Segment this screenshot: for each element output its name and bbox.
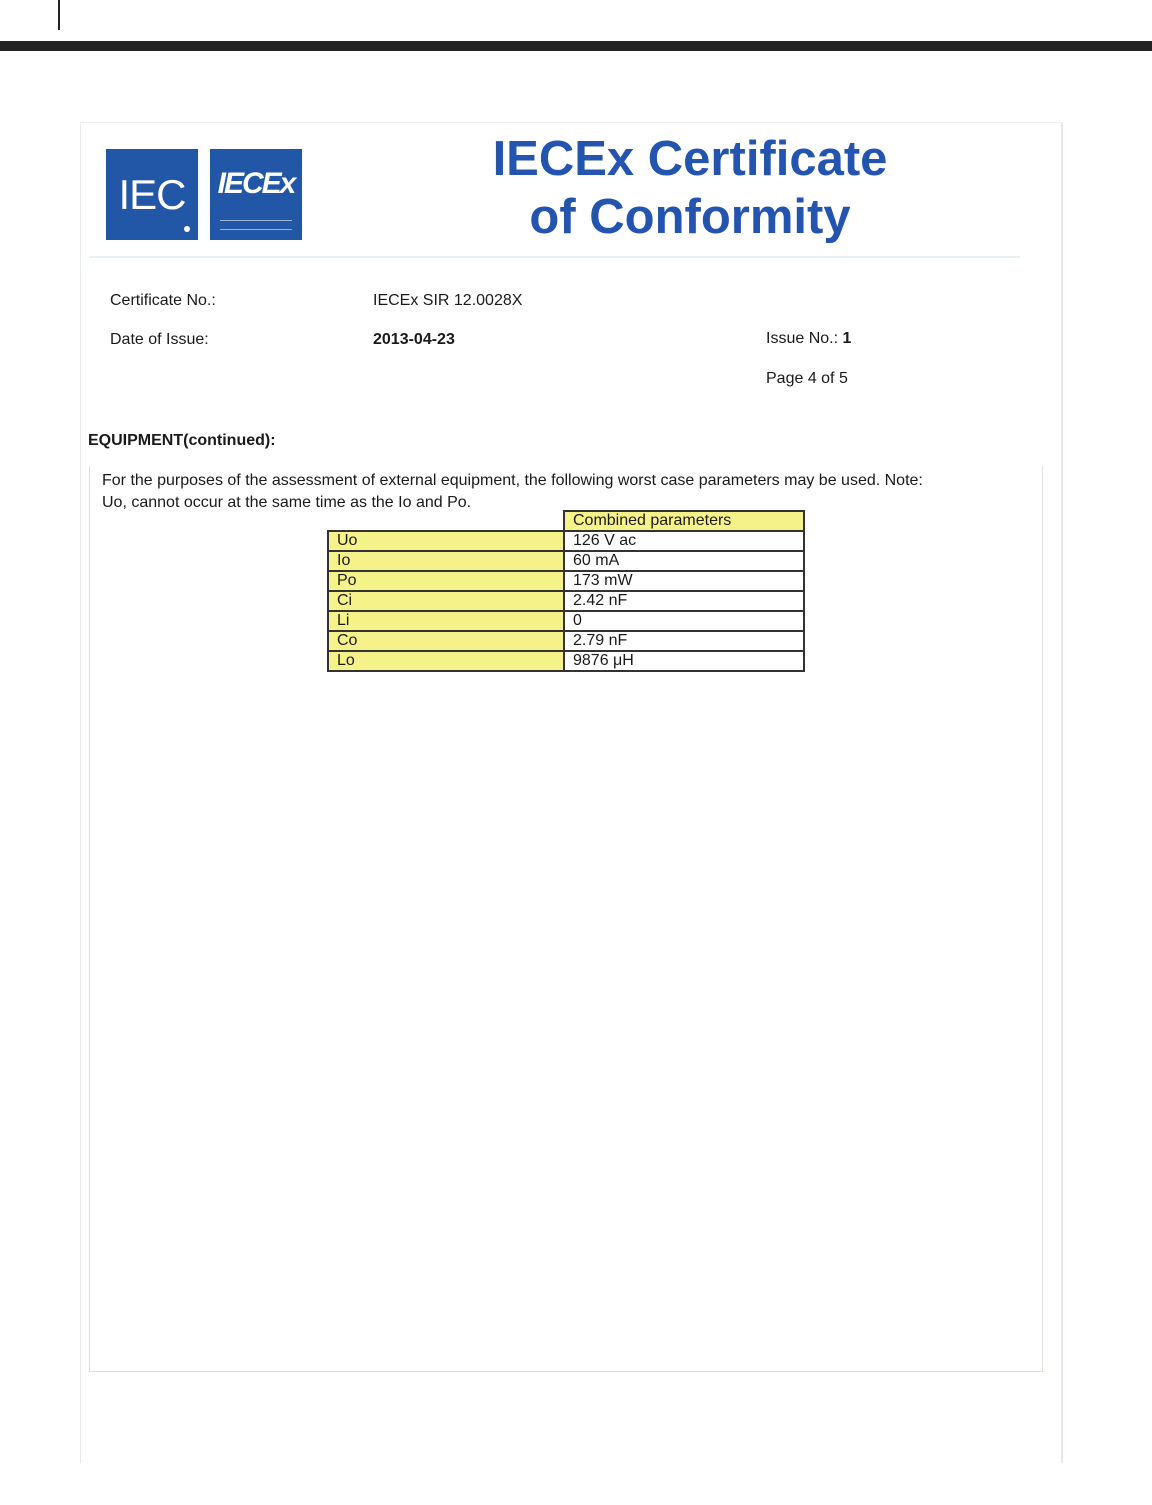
param-value: 2.79 nF (564, 631, 804, 651)
iecex-logo-text: IECEx (217, 166, 295, 200)
top-black-bar (0, 41, 1152, 51)
iecex-logo (210, 149, 302, 240)
table-header-blank (328, 511, 564, 531)
table-header-row (328, 511, 804, 531)
paragraph-line-2: Uo, cannot occur at the same time as the Io and Po. (102, 494, 472, 511)
issue-no-label: Issue No.: (766, 330, 839, 347)
param-key: Ci (328, 591, 564, 611)
table-row (328, 531, 804, 551)
table-row (328, 651, 804, 671)
table-row (328, 591, 804, 611)
certificate-no-label: Certificate No.: (110, 292, 216, 309)
date-of-issue-value: 2013-04-23 (373, 331, 455, 348)
param-key: Po (328, 571, 564, 591)
assessment-paragraph (102, 470, 1027, 514)
param-value: 2.42 nF (564, 591, 804, 611)
certificate-no-value: IECEx SIR 12.0028X (373, 292, 523, 309)
page-title (400, 130, 980, 246)
param-value: 0 (564, 611, 804, 631)
date-of-issue-label: Date of Issue: (110, 331, 209, 348)
table-row (328, 551, 804, 571)
table-row (328, 571, 804, 591)
table-header-cell: Combined parameters (564, 511, 804, 531)
iec-logo-dot (184, 226, 190, 232)
header-divider (90, 256, 1020, 258)
param-key: Lo (328, 651, 564, 671)
title-line-2: of Conformity (529, 190, 851, 244)
paragraph-line-1: For the purposes of the assessment of external equipment, the following worst case parameters may be used. Note: (102, 472, 923, 489)
top-tick-mark (58, 0, 60, 30)
table-row (328, 611, 804, 631)
iec-logo (106, 149, 198, 240)
param-key: Uo (328, 531, 564, 551)
title-line-1: IECEx Certificate (492, 132, 888, 186)
table-row (328, 631, 804, 651)
issue-no-value: 1 (842, 330, 852, 347)
combined-parameters-table (327, 510, 805, 672)
issue-no (766, 330, 851, 348)
iecex-logo-lines (220, 220, 292, 230)
param-key: Li (328, 611, 564, 631)
param-value: 9876 μH (564, 651, 804, 671)
param-key: Co (328, 631, 564, 651)
param-value: 173 mW (564, 571, 804, 591)
param-key: Io (328, 551, 564, 571)
param-value: 126 V ac (564, 531, 804, 551)
section-heading: EQUIPMENT(continued): (88, 432, 276, 449)
page-number: Page 4 of 5 (766, 370, 848, 387)
iec-logo-text: IEC (118, 170, 186, 218)
param-value: 60 mA (564, 551, 804, 571)
